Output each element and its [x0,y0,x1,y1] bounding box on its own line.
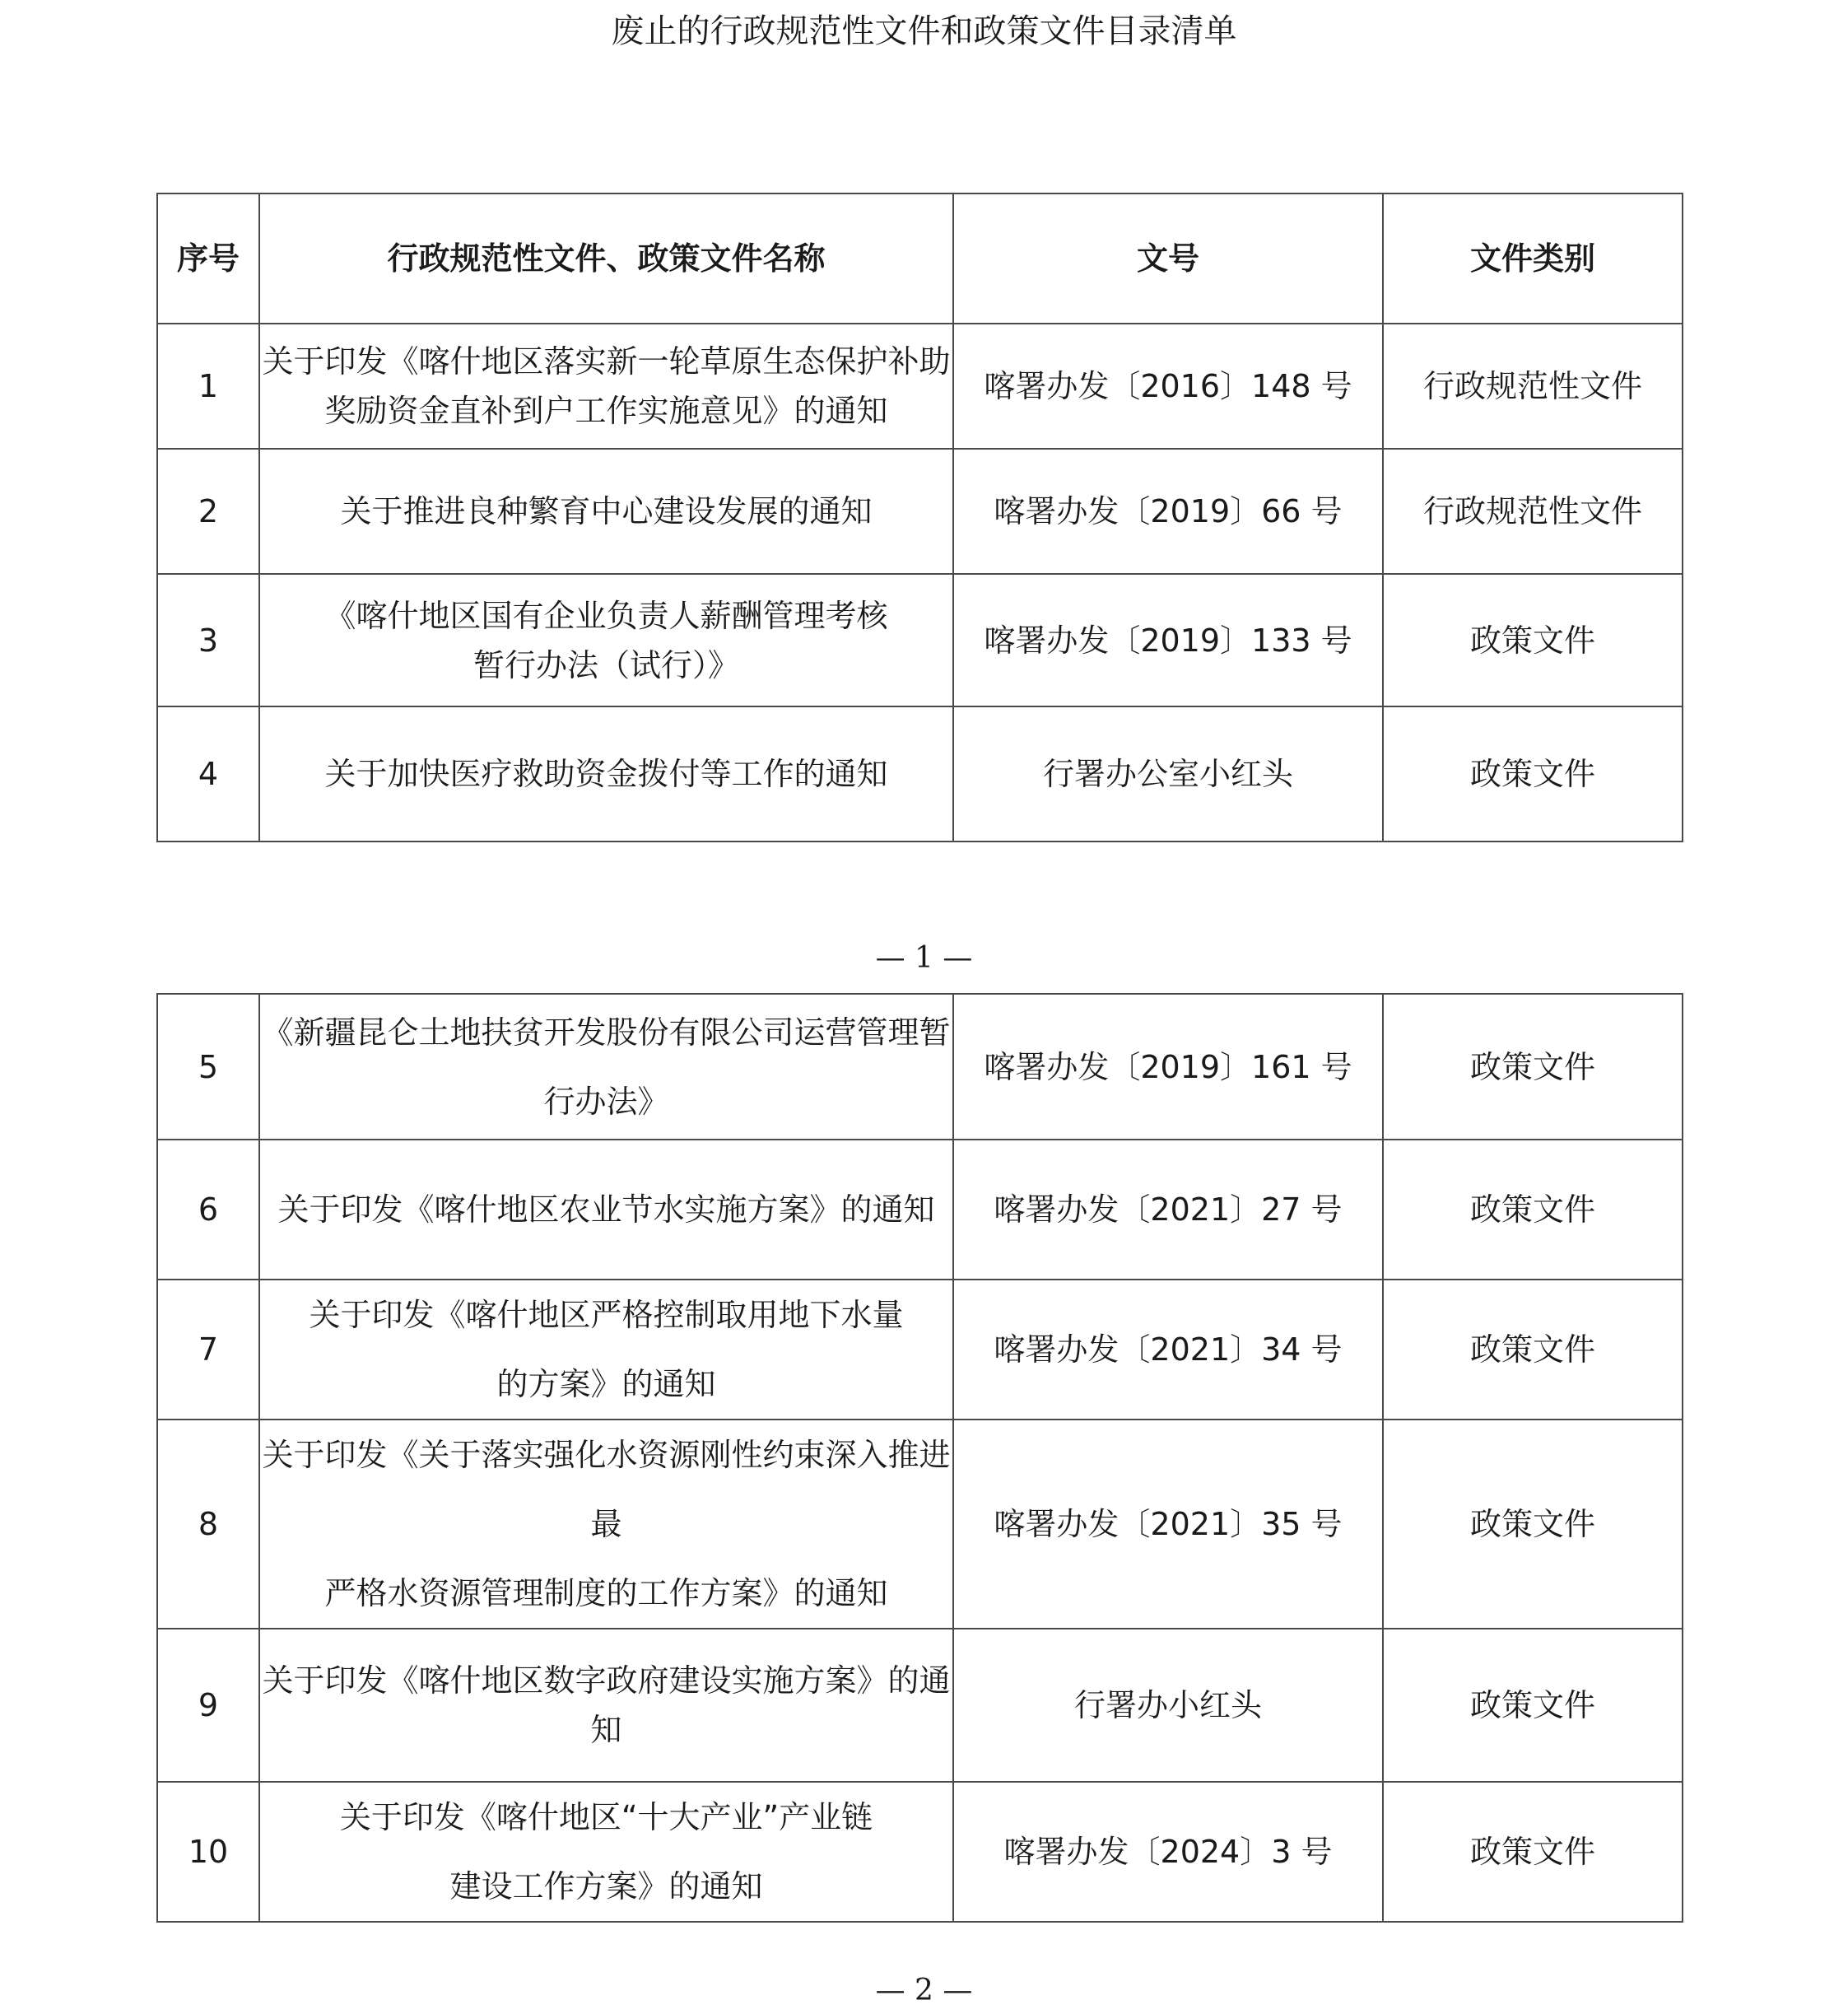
row-type: 政策文件 [1383,574,1683,706]
header-type: 文件类别 [1383,193,1683,324]
row-num: 4 [157,706,259,841]
row-name-line: 关于加快医疗救助资金拨付等工作的通知 [324,756,888,792]
row-type: 行政规范性文件 [1383,449,1683,574]
table-row [157,994,1683,1140]
row-num: 9 [157,1629,259,1782]
row-doc-no: 喀署办发〔2019〕133 号 [953,574,1383,706]
row-name-line: 严格水资源管理制度的工作方案》的通知 [324,1575,888,1611]
table-row [157,1420,1683,1629]
row-name-line: 关于推进良种繁育中心建设发展的通知 [340,493,873,529]
row-name-line: 关于印发《喀什地区数字政府建设实施方案》的通知 [262,1662,951,1748]
row-name-line: 关于印发《喀什地区严格控制取用地下水量 [309,1297,904,1333]
row-name [259,1140,953,1280]
row-name [259,324,953,449]
row-num: 6 [157,1140,259,1280]
row-doc-no: 喀署办发〔2019〕161 号 [953,994,1383,1140]
row-name-line: 建设工作方案》的通知 [449,1868,763,1904]
row-name [259,1629,953,1782]
table-row [157,1140,1683,1280]
row-name-line: 行办法》 [543,1083,669,1120]
row-doc-no: 喀署办发〔2024〕3 号 [953,1782,1383,1922]
row-type: 政策文件 [1383,1782,1683,1922]
document-table-page-2 [156,993,1683,1923]
row-name [259,1782,953,1922]
row-name-line: 的方案》的通知 [496,1366,716,1402]
page-number: — 1 — [875,941,973,975]
document-title: 废止的行政规范性文件和政策文件目录清单 [611,12,1237,50]
row-doc-no: 喀署办发〔2021〕27 号 [953,1140,1383,1280]
row-name-line: 关于印发《喀什地区农业节水实施方案》的通知 [277,1191,935,1228]
row-name-line: 关于印发《关于落实强化水资源刚性约束深入推进最 [262,1437,951,1542]
header-doc-no: 文号 [953,193,1383,324]
row-type: 政策文件 [1383,1280,1683,1420]
row-num: 5 [157,994,259,1140]
row-name [259,706,953,841]
row-type: 政策文件 [1383,706,1683,841]
header-name: 行政规范性文件、政策文件名称 [259,193,953,324]
row-num: 3 [157,574,259,706]
row-type: 政策文件 [1383,1420,1683,1629]
table-row [157,1629,1683,1782]
row-name [259,994,953,1140]
row-doc-no: 喀署办发〔2016〕148 号 [953,324,1383,449]
row-type: 行政规范性文件 [1383,324,1683,449]
table-row [157,1280,1683,1420]
row-doc-no: 喀署办发〔2021〕34 号 [953,1280,1383,1420]
row-name [259,449,953,574]
row-num: 7 [157,1280,259,1420]
row-doc-no: 喀署办发〔2021〕35 号 [953,1420,1383,1629]
row-type: 政策文件 [1383,994,1683,1140]
table-row [157,449,1683,574]
row-num: 2 [157,449,259,574]
header-num: 序号 [157,193,259,324]
document-table-page-1 [156,193,1683,842]
row-name-line: 暂行办法（试行）》 [472,646,739,683]
row-name-line: 《喀什地区国有企业负责人薪酬管理考核 [324,597,888,634]
row-type: 政策文件 [1383,1140,1683,1280]
row-name [259,1420,953,1629]
row-type: 政策文件 [1383,1629,1683,1782]
row-doc-no: 行署办小红头 [953,1629,1383,1782]
table-row [157,1782,1683,1922]
table-row [157,324,1683,449]
row-num: 1 [157,324,259,449]
row-name-line: 关于印发《喀什地区“十大产业”产业链 [339,1799,873,1835]
row-num: 8 [157,1420,259,1629]
row-doc-no: 行署办公室小红头 [953,706,1383,841]
row-doc-no: 喀署办发〔2019〕66 号 [953,449,1383,574]
page-number: — 2 — [875,1974,973,2007]
table-row [157,574,1683,706]
row-name-line: 奖励资金直补到户工作实施意见》的通知 [324,393,888,429]
table-row [157,706,1683,841]
table-header-row [157,193,1683,324]
row-name [259,574,953,706]
row-name [259,1280,953,1420]
row-num: 10 [157,1782,259,1922]
row-name-line: 《新疆昆仑土地扶贫开发股份有限公司运营管理暂 [262,1014,951,1051]
row-name-line: 关于印发《喀什地区落实新一轮草原生态保护补助 [262,343,951,380]
